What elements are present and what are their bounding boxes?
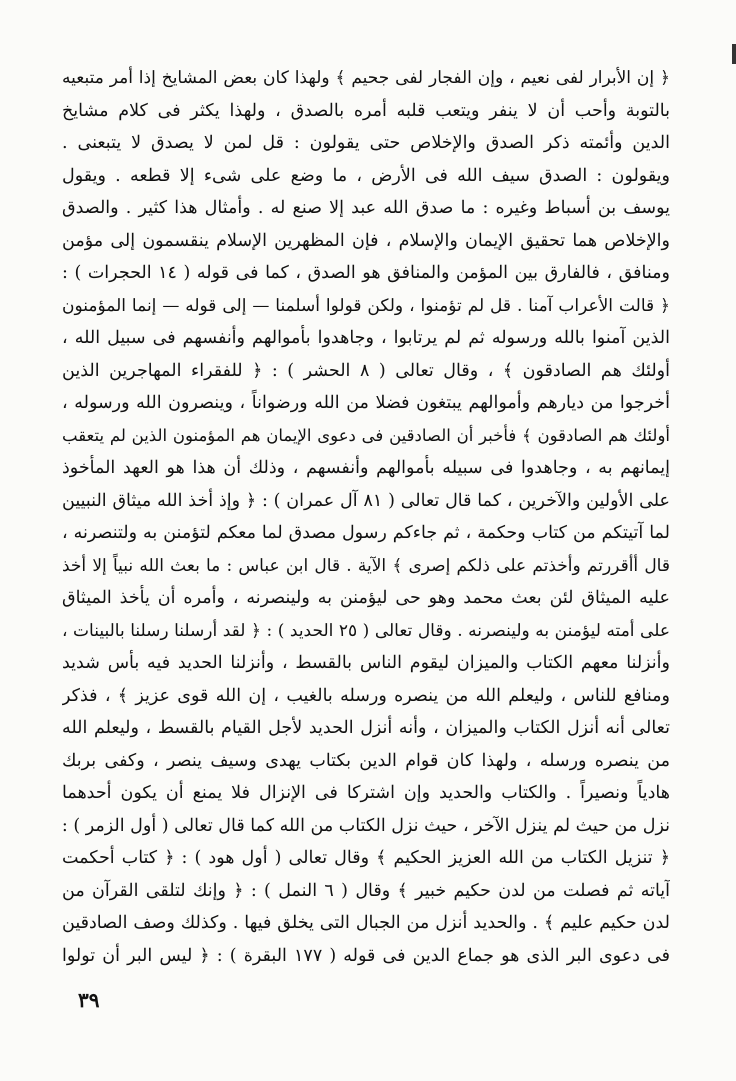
text-line: إيمانهم به ، وجاهدوا فى سبيله بأموالهم وأنفسهم ، وذلك أن هذا هو العهد المأخوذ (62, 458, 670, 478)
text-line: ﴿ تنزيل الكتاب من الله العزيز الحكيم ﴾ وقال تعالى ( أول هود ) : ﴿ كتاب أحكمت (62, 848, 670, 868)
text-line: يوسف بن أسباط وغيره : ما صدق الله عبد إلا صنع له . وأمثال هذا كثير . والصدق (62, 198, 670, 218)
text-line: فى دعوى البر الذى هو جماع الدين فى قوله ( ١٧٧ البقرة ) : ﴿ ليس البر أن تولوا (62, 945, 670, 966)
text-line: الذين آمنوا بالله ورسوله ثم لم يرتابوا ، وجاهدوا بأموالهم وأنفسهم فى سبيل الله ، (62, 328, 670, 348)
text-line: هادياً ونصيراً . والكتاب والحديد وإن اشتركا فى الإنزال فلا يمنع أن يكون أحدهما (62, 783, 670, 803)
text-line: أولئك هم الصادقون ﴾ ، وقال تعالى ( ٨ الحشر ) : ﴿ للفقراء المهاجرين الذين (62, 360, 670, 381)
text-line: ﴿ قالت الأعراب آمنا . قل لم تؤمنوا ، ولكن قولوا أسلمنا — إلى قوله — إنما المؤمنون (62, 295, 670, 316)
text-line: والإخلاص هما تحقيق الإيمان والإسلام ، فإن المظهرين الإسلام ينقسمون إلى مؤمن (62, 230, 670, 251)
text-line: بالتوبة وأحب أن لا ينفر ويتعب قلبه أمره بالصدق ، ولهذا يكثر فى كلام مشايخ (62, 100, 670, 121)
text-line: أخرجوا من ديارهم وأموالهم يبتغون فضلا من الله ورضواناً ، وينصرون الله ورسوله ، (62, 393, 670, 413)
text-line: آياته ثم فصلت من لدن حكيم خبير ﴾ وقال ( ٦ النمل ) : ﴿ وإنك لتلقى القرآن من (62, 880, 670, 901)
text-line: ﴿ إن الأبرار لفى نعيم ، وإن الفجار لفى جحيم ﴾ ولهذا كان بعض المشايخ إذا أمر متبعيه (62, 68, 670, 88)
text-line: لدن حكيم عليم ﴾ . والحديد أنزل من الجبال التى يخلق فيها . وكذلك وصف الصادقين (62, 913, 670, 933)
page-edge-mark (732, 44, 736, 64)
text-line: وأنزلنا معهم الكتاب والميزان ليقوم الناس بالقسط ، وأنزلنا الحديد فيه بأس شديد (62, 653, 670, 673)
text-line: أولئك هم الصادقون ﴾ فأخبر أن الصادقين فى دعوى الإيمان هم المؤمنون الذين لم يتعقب (62, 425, 670, 445)
text-line: قال أأقررتم وأخذتم على ذلكم إصرى ﴾ الآية . قال ابن عباس : ما بعث الله نبياً إلا أخذ (62, 555, 670, 576)
text-line: نزل من حيث لم ينزل الآخر ، حيث نزل الكتاب من الله كما قال تعالى ( أول الزمر ) : (62, 815, 670, 836)
text-line: على الأولين والآخرين ، كما قال تعالى ( ٨١ آل عمران ) : ﴿ وإذ أخذ الله ميثاق النبيين (62, 490, 670, 511)
text-line: لما آتيتكم من كتاب وحكمة ، ثم جاءكم رسول مصدق لما معكم لتؤمنن به ولتنصرنه ، (62, 523, 670, 543)
text-line: ويقولون : الصدق سيف الله فى الأرض ، ما وضع على شىء إلا قطعه . ويقول (62, 165, 670, 186)
text-line: عليه الميثاق لئن بعث محمد وهو حى ليؤمنن به ولينصرنه ، وأمره أن يأخذ الميثاق (62, 588, 670, 608)
text-line: تعالى أنه أنزل الكتاب والميزان ، وأنه أنزل الحديد لأجل القيام بالقسط ، وليعلم الله (62, 718, 670, 738)
body-text (62, 62, 670, 972)
text-line: على أمته ليؤمنن به ولينصرنه . وقال تعالى ( ٢٥ الحديد ) : ﴿ لقد أرسلنا رسلنا بالبينات ، (62, 620, 670, 641)
text-line: ومنافق ، فالفارق بين المؤمن والمنافق هو الصدق ، كما فى قوله ( ١٤ الحجرات ) : (62, 263, 670, 283)
text-line: ومنافع للناس ، وليعلم الله من ينصره ورسله بالغيب ، إن الله قوى عزيز ﴾ ، فذكر (62, 685, 670, 706)
text-line: الدين وأئمته ذكر الصدق والإخلاص حتى يقولون : قل لمن لا يصدق لا يتبعنى . (62, 133, 670, 153)
page-number: ٣٩ (78, 988, 100, 1012)
text-line: من ينصره ورسله ، ولهذا كان قوام الدين بكتاب يهدى وسيف ينصر ، وكفى بربك (62, 750, 670, 771)
